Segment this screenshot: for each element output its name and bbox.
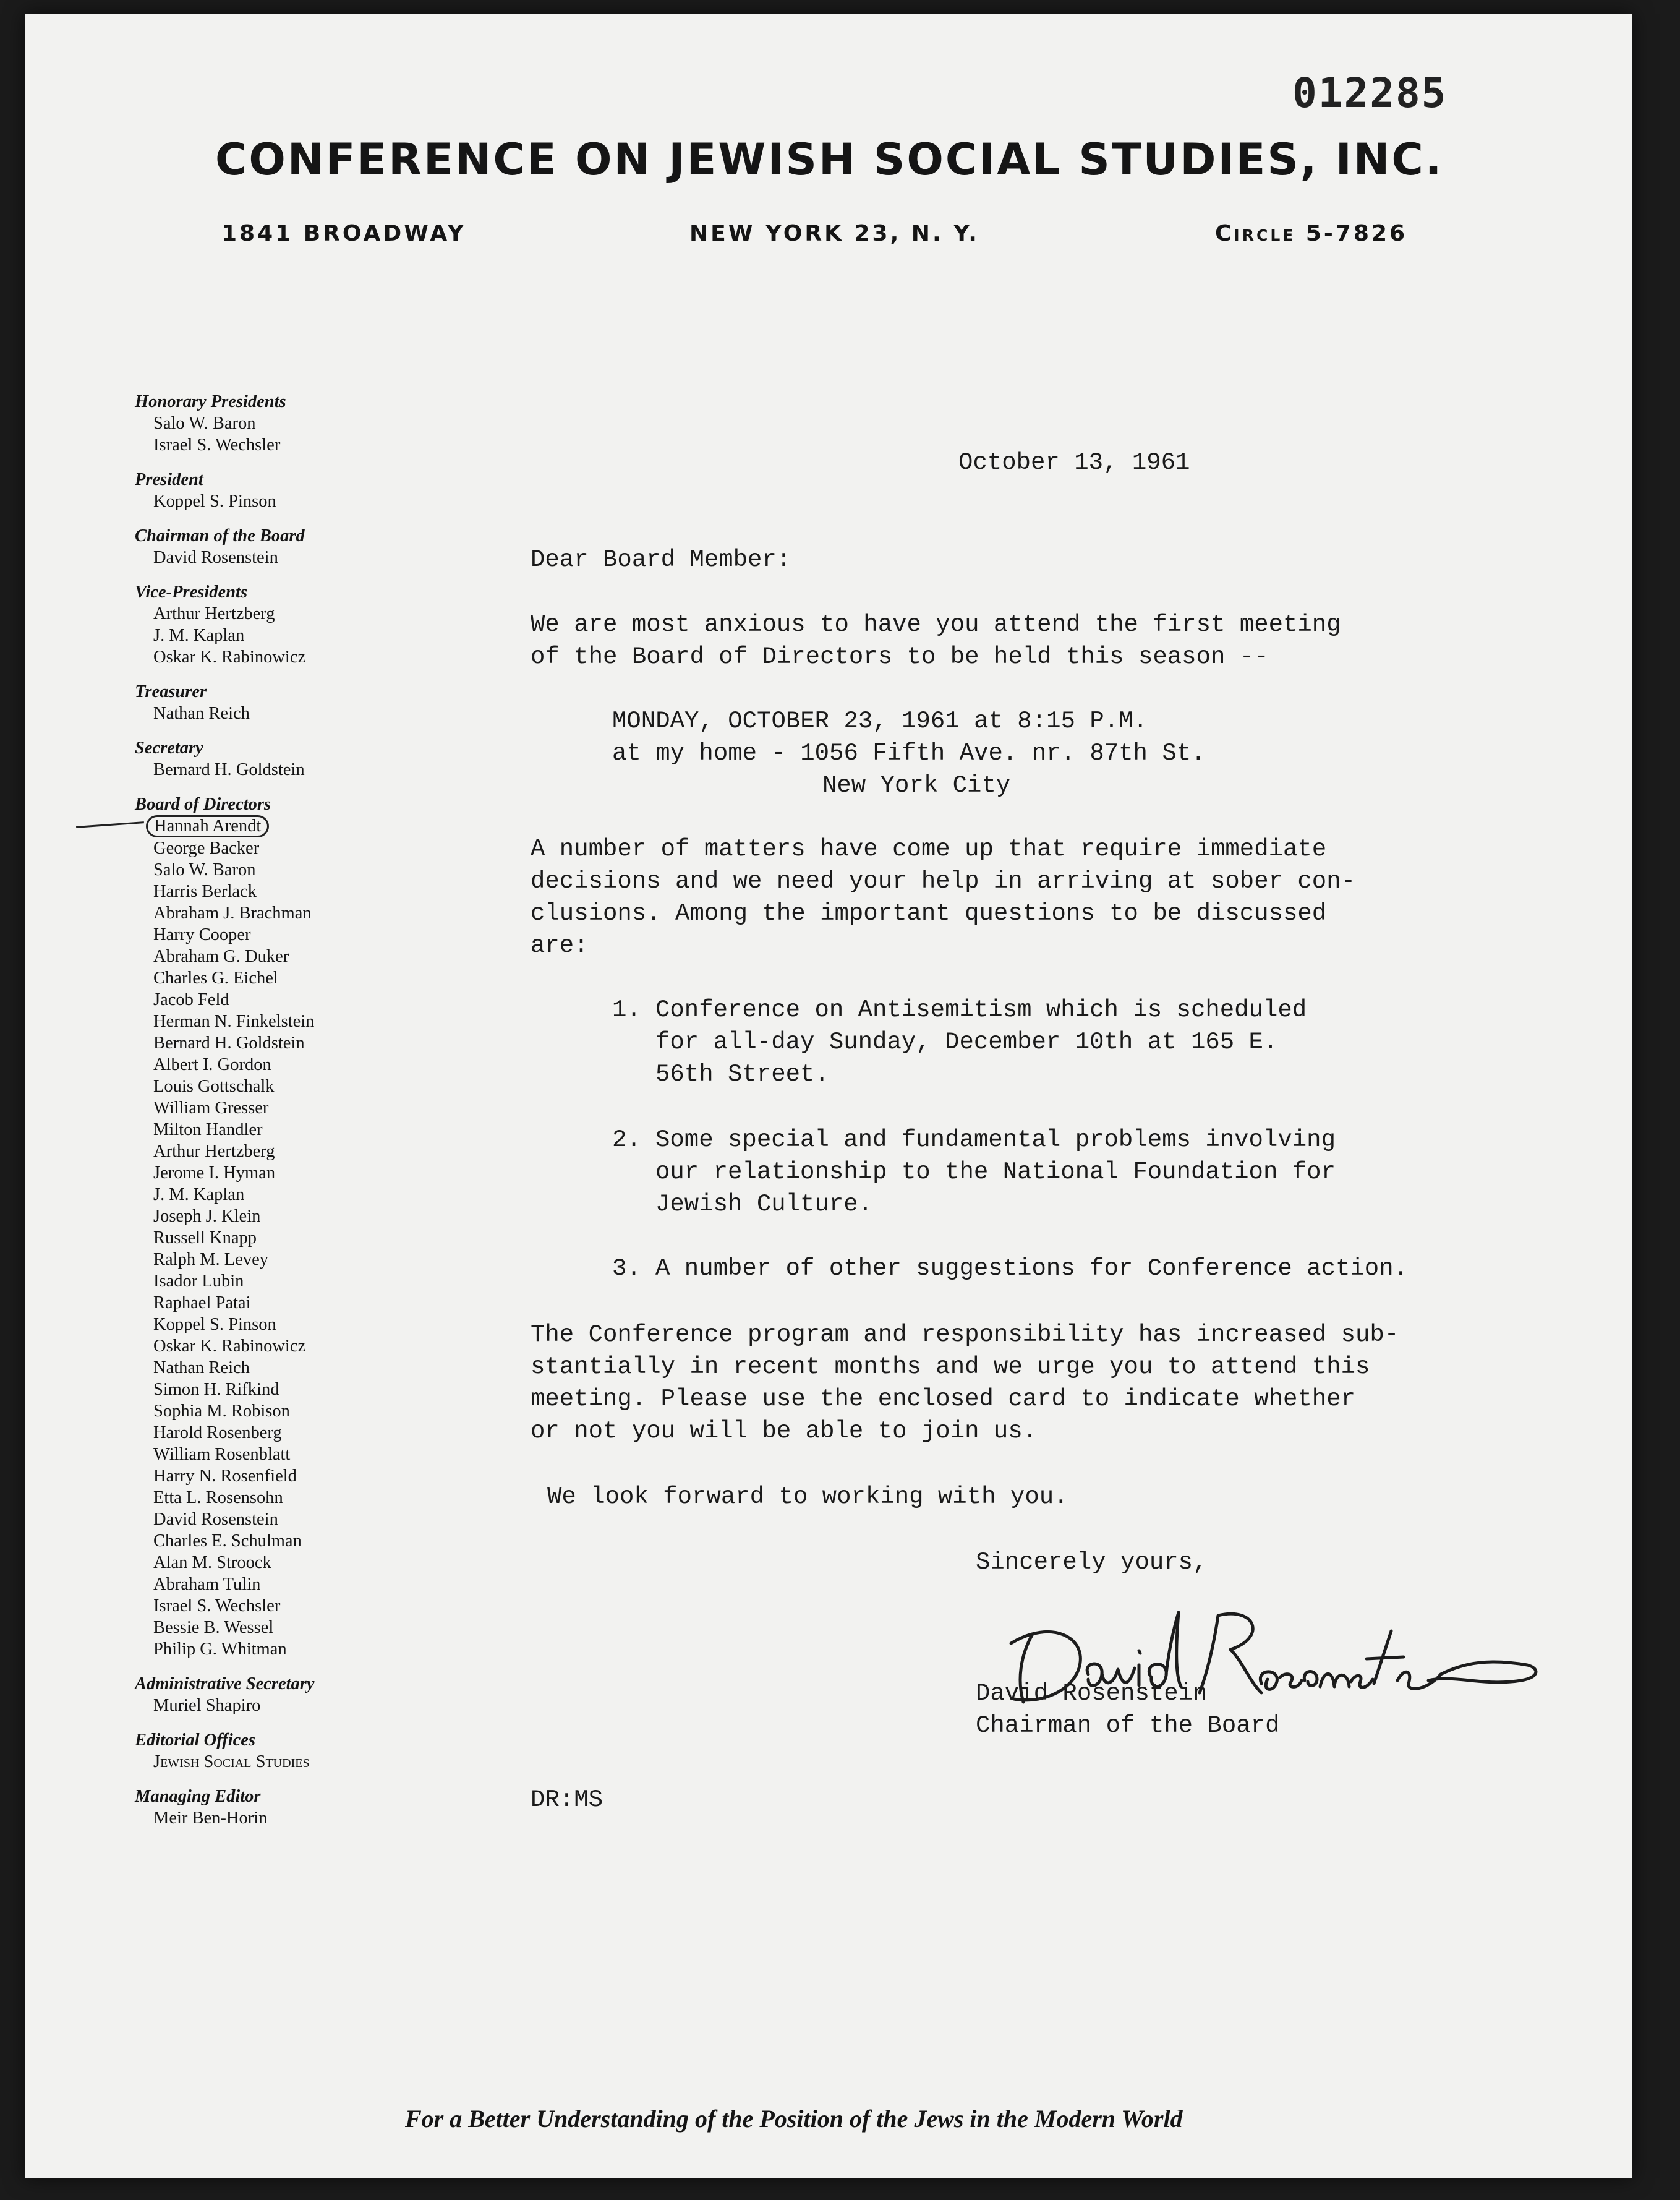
roster-name: Jerome I. Hyman	[153, 1163, 276, 1183]
matters-paragraph	[531, 833, 1355, 962]
roster-group	[135, 794, 456, 1660]
letterhead-city: NEW YORK 23, N. Y.	[689, 221, 979, 246]
paragraph-line: stantially in recent months and we urge you to attend this	[531, 1353, 1370, 1380]
letterhead-street: 1841 BROADWAY	[221, 221, 466, 246]
meeting-address: at my home - 1056 Fifth Ave. nr. 87th St.	[612, 740, 1206, 767]
agenda-item-2	[612, 1124, 1336, 1220]
roster-name: Joseph J. Klein	[153, 1207, 261, 1226]
roster-name: Israel S. Wechsler	[153, 435, 281, 455]
roster-name: Harold Rosenberg	[153, 1423, 282, 1442]
paragraph-line: The Conference program and responsibility has increased sub-	[531, 1321, 1399, 1348]
letter-date: October 13, 1961	[958, 449, 1190, 476]
program-paragraph	[531, 1319, 1399, 1447]
agenda-line: our relationship to the National Foundation for	[655, 1158, 1336, 1186]
paragraph-line: of the Board of Directors to be held this season --	[531, 643, 1269, 670]
roster-name: Bessie B. Wessel	[153, 1618, 274, 1637]
agenda-line: Conference on Antisemitism which is scheduled	[655, 996, 1307, 1024]
roster-name: Salo W. Baron	[153, 860, 256, 880]
handwritten-signature	[996, 1600, 1552, 1718]
roster-name: William Gresser	[153, 1098, 269, 1118]
roster-group	[135, 1786, 456, 1829]
agenda-line: Some special and fundamental problems involving	[655, 1126, 1336, 1154]
signer-name: David Rosenstein	[976, 1680, 1208, 1707]
roster-name: J. M. Kaplan	[153, 626, 245, 645]
agenda-line: for all-day Sunday, December 10th at 165 E.	[655, 1029, 1278, 1056]
roster-group-title: Treasurer	[135, 682, 207, 701]
roster-name: Bernard H. Goldstein	[153, 760, 305, 779]
agenda-line: Jewish Culture.	[655, 1191, 873, 1218]
circled-name: Hannah Arendt	[146, 815, 269, 837]
letterhead-phone: Circle 5-7826	[1215, 221, 1408, 246]
roster-group-title: Honorary Presidents	[135, 392, 286, 411]
agenda-item-3	[612, 1252, 1408, 1285]
paragraph-line: meeting. Please use the enclosed card to indicate whether	[531, 1385, 1356, 1413]
roster-name: Herman N. Finkelstein	[153, 1012, 315, 1031]
roster-name: Alan M. Stroock	[153, 1553, 271, 1572]
roster-name: Nathan Reich	[153, 1358, 250, 1377]
roster-name: J. M. Kaplan	[153, 1185, 245, 1204]
roster-name: Ralph M. Levey	[153, 1250, 269, 1269]
roster-name: Sophia M. Robison	[153, 1402, 290, 1421]
agenda-number: 3.	[612, 1255, 641, 1282]
roster-name: Raphael Patai	[153, 1293, 251, 1312]
meeting-details	[612, 705, 1206, 802]
agenda-line: 56th Street.	[655, 1061, 829, 1088]
paragraph-line: A number of matters have come up that require immediate	[531, 836, 1327, 863]
agenda-line: A number of other suggestions for Conference action.	[655, 1255, 1408, 1282]
roster-name: Muriel Shapiro	[153, 1696, 261, 1715]
roster-name: Salo W. Baron	[153, 414, 256, 433]
roster-name: David Rosenstein	[153, 1510, 278, 1529]
roster-group	[135, 581, 456, 668]
agenda-number: 1.	[612, 996, 641, 1024]
roster-name: George Backer	[153, 839, 260, 858]
paragraph-line: clusions. Among the important questions to be discussed	[531, 900, 1327, 927]
roster-group-title: Chairman of the Board	[135, 526, 305, 546]
document-number: 012285	[1292, 69, 1448, 117]
paragraph-line: are:	[531, 932, 589, 959]
roster-name: Jacob Feld	[153, 990, 229, 1009]
letter-page	[25, 14, 1632, 2178]
roster-name: Abraham G. Duker	[153, 947, 289, 966]
meeting-datetime: MONDAY, OCTOBER 23, 1961 at 8:15 P.M.	[612, 708, 1148, 735]
roster-group-title: Managing Editor	[135, 1787, 261, 1806]
roster-name: Milton Handler	[153, 1120, 263, 1139]
roster-name: Albert I. Gordon	[153, 1055, 271, 1074]
roster-group	[135, 737, 456, 781]
roster-name: Bernard H. Goldstein	[153, 1034, 305, 1053]
roster-name: Russell Knapp	[153, 1228, 257, 1248]
meeting-city: New York City	[822, 772, 1011, 799]
officers-roster	[135, 391, 456, 1842]
intro-paragraph	[531, 609, 1341, 673]
roster-name: David Rosenstein	[153, 548, 278, 567]
roster-name: Harris Berlack	[153, 882, 257, 901]
roster-name: Charles E. Schulman	[153, 1531, 302, 1551]
roster-group	[135, 391, 456, 456]
roster-group	[135, 469, 456, 512]
roster-group	[135, 681, 456, 724]
roster-name: Nathan Reich	[153, 704, 250, 723]
roster-name: Isador Lubin	[153, 1272, 244, 1291]
roster-name: Charles G. Eichel	[153, 969, 278, 988]
roster-name: Abraham Tulin	[153, 1575, 261, 1594]
roster-name: Etta L. Rosensohn	[153, 1488, 283, 1507]
roster-name: Meir Ben-Horin	[153, 1808, 268, 1828]
footer-motto: For a Better Understanding of the Position of the Jews in the Modern World	[405, 2105, 1183, 2133]
roster-name	[135, 815, 456, 837]
pen-mark	[76, 821, 144, 828]
signer-title: Chairman of the Board	[976, 1712, 1280, 1739]
roster-name: Louis Gottschalk	[153, 1077, 275, 1096]
salutation: Dear Board Member:	[531, 546, 791, 573]
roster-name: Harry N. Rosenfield	[153, 1466, 297, 1486]
letterhead-org-name: CONFERENCE ON JEWISH SOCIAL STUDIES, INC.	[215, 134, 1444, 185]
roster-name: Koppel S. Pinson	[153, 492, 276, 511]
roster-name: William Rosenblatt	[153, 1445, 291, 1464]
roster-name: Abraham J. Brachman	[153, 904, 312, 923]
roster-group	[135, 525, 456, 568]
reference-initials: DR:MS	[531, 1786, 603, 1813]
roster-group-title: President	[135, 470, 203, 489]
roster-group	[135, 1729, 456, 1773]
roster-name: Oskar K. Rabinowicz	[153, 1337, 306, 1356]
paragraph-line: or not you will be able to join us.	[531, 1418, 1038, 1445]
roster-group-title: Secretary	[135, 738, 203, 758]
roster-group	[135, 1673, 456, 1716]
valediction: Sincerely yours,	[976, 1549, 1208, 1576]
paragraph-line: decisions and we need your help in arriving at sober con-	[531, 868, 1356, 895]
roster-name: Harry Cooper	[153, 925, 251, 944]
roster-name: Koppel S. Pinson	[153, 1315, 276, 1334]
roster-name: Arthur Hertzberg	[153, 1142, 275, 1161]
roster-name: Israel S. Wechsler	[153, 1596, 281, 1616]
roster-group-title: Administrative Secretary	[135, 1674, 315, 1693]
roster-group-title: Editorial Offices	[135, 1731, 256, 1750]
roster-name: Jewish Social Studies	[153, 1752, 310, 1771]
agenda-item-1	[612, 994, 1307, 1090]
roster-name: Arthur Hertzberg	[153, 604, 275, 623]
closing-line: We look forward to working with you.	[547, 1483, 1068, 1510]
roster-group-title: Vice-Presidents	[135, 583, 248, 602]
roster-name: Philip G. Whitman	[153, 1640, 287, 1659]
paragraph-line: We are most anxious to have you attend the first meeting	[531, 611, 1341, 638]
roster-name: Simon H. Rifkind	[153, 1380, 279, 1399]
roster-group-title: Board of Directors	[135, 795, 271, 814]
agenda-number: 2.	[612, 1126, 641, 1154]
roster-name: Oskar K. Rabinowicz	[153, 648, 306, 667]
